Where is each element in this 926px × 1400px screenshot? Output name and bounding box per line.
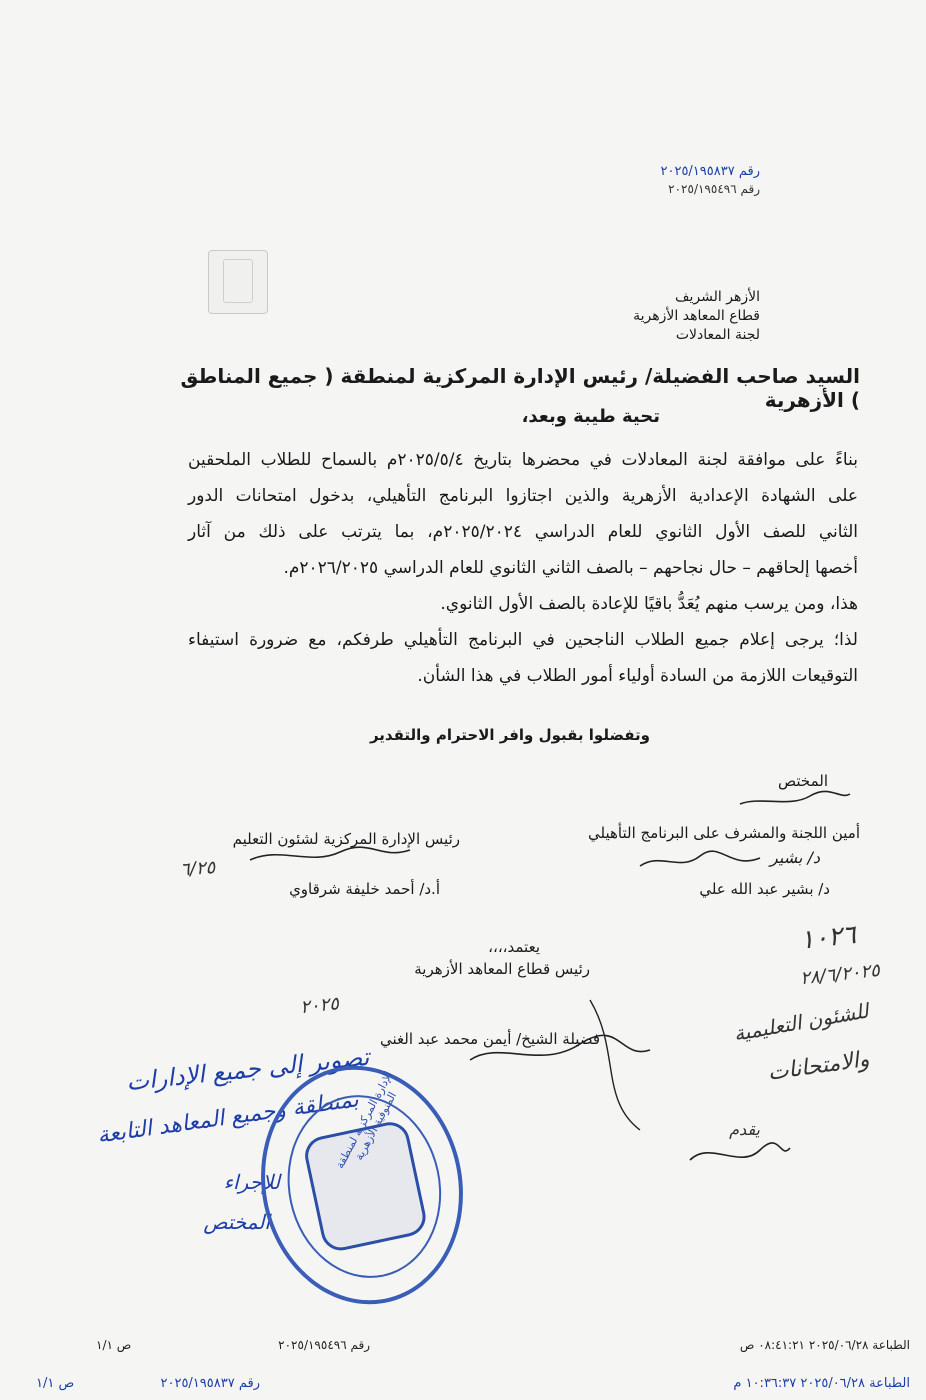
- handwritten-note-education: للشئون التعليمية: [731, 998, 871, 1046]
- sector-head-name: فضيلة الشيخ/ أيمن محمد عبد الغني: [380, 1030, 600, 1048]
- education-head-name: أ.د/ أحمد خليفة شرقاوي: [289, 880, 440, 898]
- committee-secretary-title: أمين اللجنة والمشرف على البرنامج التأهيلي: [588, 824, 860, 842]
- body-line: بناءً على موافقة لجنة المعادلات في محضرها بتاريخ ٢٠٢٥/٥/٤م بالسماح للطلاب الملحقين: [188, 450, 858, 470]
- handwritten-note-action: للإجراء: [223, 1170, 280, 1194]
- handwritten-note-institutes: بمنطقة وجميع المعاهد التابعة: [95, 1087, 361, 1149]
- greeting: تحية طيبة وبعد،: [521, 406, 660, 427]
- handwritten-note-specialist: المختص: [203, 1210, 270, 1234]
- header-line-azhar: الأزهر الشريف: [675, 289, 760, 305]
- header-line-sector: قطاع المعاهد الأزهرية: [633, 308, 760, 324]
- handwritten-note-distribution: تصوير إلى جميع الإدارات: [124, 1042, 371, 1097]
- handwritten-note-exams: والامتحانات: [766, 1046, 871, 1086]
- stamp-caption: الإدارة المركزية لمنطقة المنوفية الأزهرية: [333, 1069, 400, 1171]
- approval-label: يعتمد،،،،: [488, 938, 540, 956]
- body-paragraph-fail: هذا، ومن يرسب منهم يُعَدُّ باقيًا للإعادة بالصف الأول الثانوي.: [440, 594, 858, 614]
- outer-footer-reference: رقم ٢٠٢٥/١٩٥٨٣٧: [160, 1376, 260, 1391]
- addressee: السيد صاحب الفضيلة/ رئيس الإدارة المركزية لمنطقة ( جميع المناطق ) الأزهرية: [180, 364, 860, 412]
- body-line: أخصها إلحاقهم – حال نجاحهم – بالصف الثاني الثانوي للعام الدراسي ٢٠٢٦/٢٠٢٥م.: [283, 558, 858, 578]
- outer-footer-print-time: الطباعة ٢٠٢٥/٠٦/٢٨ ١٠:٣٦:٣٧ م: [733, 1376, 910, 1391]
- body-line: الثاني للصف الأول الثانوي للعام الدراسي ٢٠٢٥/٢٠٢٤م، بما يترتب على ذلك من آثار: [188, 522, 858, 542]
- education-head-title: رئيس الإدارة المركزية لشئون التعليم: [232, 830, 460, 848]
- handwritten-note-submit: يقدم: [729, 1120, 760, 1139]
- body-line: لذا؛ يرجى إعلام جميع الطلاب الناجحين في البرنامج التأهيلي طرفكم، مع ضرورة استيفاء: [188, 630, 858, 650]
- sector-head-title: رئيس قطاع المعاهد الأزهرية: [414, 960, 590, 978]
- handwritten-incoming-date: ٢٨/٦/٢٠٢٥: [799, 959, 881, 990]
- inner-footer-reference: رقم ٢٠٢٥/١٩٥٤٩٦: [278, 1338, 370, 1352]
- reference-number-small: رقم ٢٠٢٥/١٩٥٤٩٦: [668, 182, 760, 196]
- body-line: التوقيعات اللازمة من السادة أولياء أمور الطلاب في هذا الشأن.: [417, 666, 858, 686]
- reference-number-blue: رقم ٢٠٢٥/١٩٥٨٣٧: [660, 164, 760, 179]
- handwritten-incoming-number: ١٠٢٦: [798, 919, 858, 956]
- committee-secretary-name: د/ بشير عبد الله علي: [699, 880, 830, 898]
- inner-footer-print-time: الطباعة ٢٠٢٥/٠٦/٢٨ ٠٨:٤١:٢١ ص: [739, 1338, 910, 1352]
- committee-secretary-signature: د/ بشير: [770, 848, 820, 867]
- handwritten-date-short: ٦/٢٥: [179, 857, 216, 881]
- outer-footer-page: ص ١/١: [36, 1376, 75, 1391]
- inner-footer-page: ص ١/١: [96, 1338, 132, 1352]
- handwritten-date-year: ٢٠٢٥: [299, 993, 340, 1019]
- specialist-label: المختص: [778, 772, 828, 790]
- body-line: على الشهادة الإعدادية الأزهرية والذين اجتازوا البرنامج التأهيلي، بدخول امتحانات الدور: [188, 486, 858, 506]
- closing-line: وتفضلوا بقبول وافر الاحترام والتقدير: [369, 726, 650, 744]
- header-line-committee: لجنة المعادلات: [675, 327, 760, 343]
